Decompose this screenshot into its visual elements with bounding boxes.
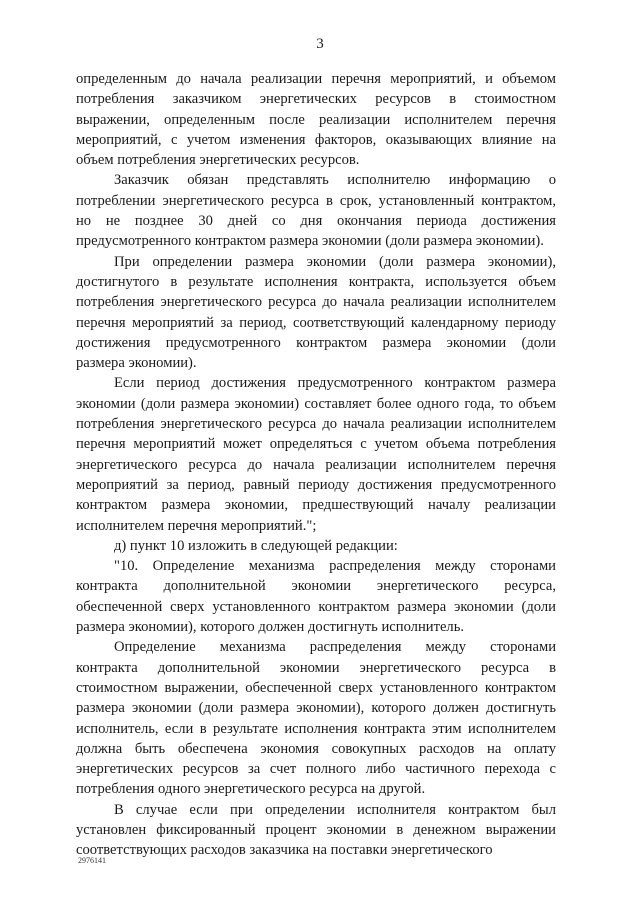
text-line: контракта дополнительной экономии энергетического ресурса, [76,578,556,595]
text-line: контрактом размера экономии, предшествующий началу реализации [76,497,556,514]
text-line: размера экономии). [76,355,197,372]
text-line: Определение механизма распределения между сторонами [114,639,556,656]
text-line: При определении размера экономии (доли размера экономии), [114,253,556,270]
text-line: установлен фиксированный процент экономии в денежном выражении [76,821,556,838]
text-line: объем потребления энергетических ресурсов. [76,152,360,169]
paragraph [76,536,556,556]
paragraph [76,252,556,374]
text-line: потреблении энергетического ресурса в срок, установленный контрактом, [76,192,556,209]
text-line: обеспеченной сверх установленного контрактом размера экономии (доли [76,598,556,615]
text-line: достижения предусмотренного контрактом размера экономии (доли [76,334,556,351]
text-line: потребления заказчиком энергетических ресурсов в стоимостном [76,91,556,108]
text-line: Заказчик обязан представлять исполнителю информацию о [114,172,556,189]
text-line: потребления энергетического ресурса до начала реализации исполнителем [76,416,556,433]
text-line: В случае если при определении исполнителя контрактом был [114,801,556,818]
text-line: размера экономии (доли размера экономии), которого должен достигнуть [76,700,556,717]
text-line: энергетических ресурсов за счет полного либо частичного перехода с [76,761,556,778]
text-line: стоимостном выражении, обеспеченной сверх установленного контрактом [76,679,556,696]
paragraph [76,373,556,535]
paragraph [76,556,556,637]
text-line: потребления энергетического ресурса до начала реализации исполнителем [76,294,556,311]
page-number: 3 [316,36,324,52]
text-line: перечня мероприятий может определяться с учетом объема потребления [76,436,556,453]
paragraph [76,637,556,799]
text-line: определенным до начала реализации перечня мероприятий, и объемом [76,71,556,87]
text-line: "10. Определение механизма распределения между сторонами [114,558,556,575]
text-line: д) пункт 10 изложить в следующей редакции: [114,537,398,554]
document-code: 2976141 [78,856,106,865]
text-line: экономии (доли размера экономии) составляет более одного года, то объем [76,395,556,412]
text-line: предусмотренного контрактом размера экономии (доли размера экономии). [76,233,544,250]
document-body [76,69,556,861]
text-line: должна быть обеспечена экономия совокупных расходов на оплату [76,740,556,757]
text-line: контракта дополнительной экономии энергетического ресурса в [76,659,556,676]
paragraph [76,170,556,251]
text-line: мероприятий за период, равный периоду достижения предусмотренного [76,476,556,493]
text-line: исполнитель, если в результате исполнения контракта этим исполнителем [76,720,556,737]
text-line: размера экономии), которого должен достигнуть исполнитель. [76,619,465,636]
paragraph [76,800,556,861]
paragraph [76,69,556,170]
text-line: достигнутого в результате исполнения контракта, используется объем [76,273,556,290]
text-line: исполнителем перечня мероприятий."; [76,517,317,534]
text-line: выражении, определенным после реализации исполнителем перечня [76,111,556,128]
text-line: потребления одного энергетического ресурса на другой. [76,781,426,798]
text-line: но не позднее 30 дней со дня окончания периода достижения [76,213,556,230]
text-line: энергетического ресурса до начала реализации исполнителем перечня [76,456,556,473]
text-line: Если период достижения предусмотренного контрактом размера [114,375,556,392]
text-line: мероприятий, с учетом изменения факторов, оказывающих влияние на [76,131,556,148]
text-line: перечня мероприятий за период, соответствующий календарному периоду [76,314,556,331]
text-line: соответствующих расходов заказчика на поставки энергетического [76,842,493,859]
